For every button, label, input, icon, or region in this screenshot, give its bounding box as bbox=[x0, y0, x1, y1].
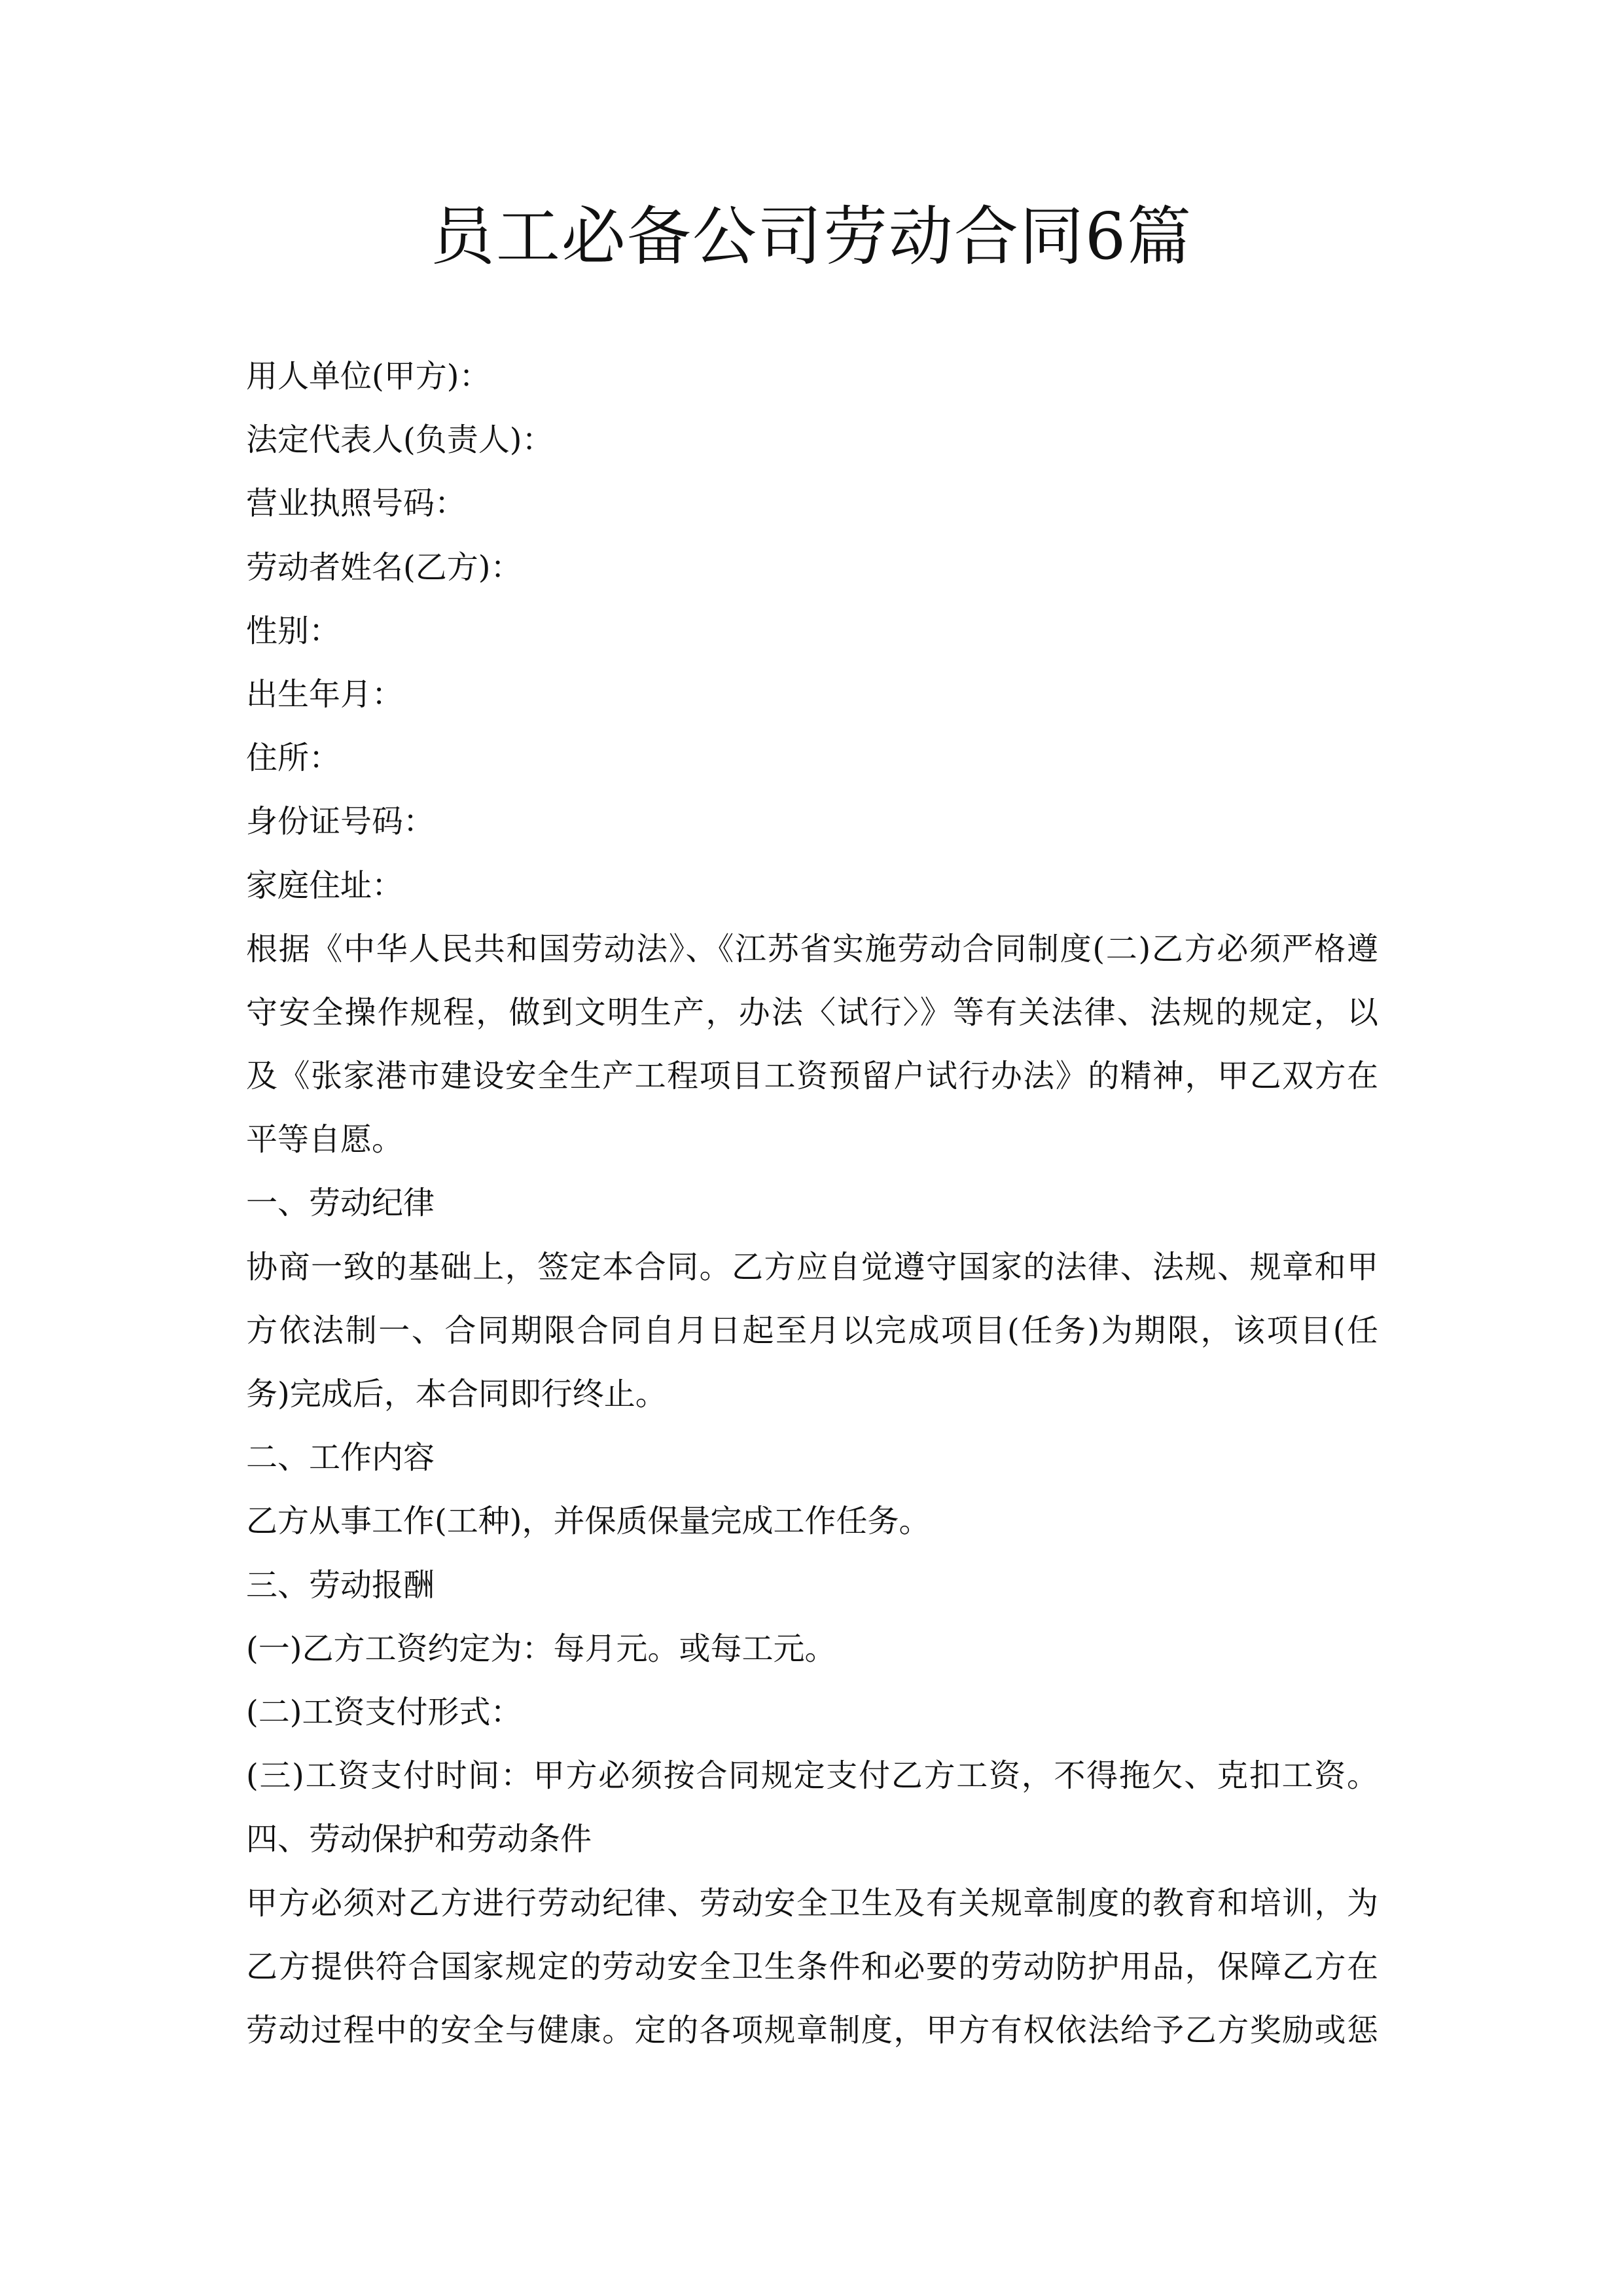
paragraph-line: (一)乙方工资约定为：每月元。或每工元。 bbox=[246, 1630, 836, 1667]
paragraph-line: (三)工资支付时间：甲方必须按合同规定支付乙方工资，不得拖欠、克扣工资。 bbox=[246, 1757, 1378, 1795]
section-heading: 一、劳动纪律 bbox=[246, 1185, 435, 1222]
paragraph-line: 务)完成后，本合同即行终止。 bbox=[246, 1376, 667, 1412]
field-home-address: 家庭住址： bbox=[246, 867, 404, 904]
paragraph-line: 及《张家港市建设安全生产工程项目工资预留户试行办法》的精神，甲乙双方在 bbox=[246, 1058, 1378, 1095]
paragraph-line: 根据《中华人民共和国劳动法》、《江苏省实施劳动合同制度(二)乙方必须严格遵 bbox=[246, 930, 1378, 967]
paragraph-line: 方依法制一、合同期限合同自月日起至月以完成项目(任务)为期限，该项目(任 bbox=[246, 1312, 1378, 1349]
section-heading: 二、工作内容 bbox=[246, 1439, 435, 1477]
section-heading: 三、劳动报酬 bbox=[246, 1566, 435, 1604]
paragraph-line: 乙方从事工作(工种)，并保质保量完成工作任务。 bbox=[246, 1503, 931, 1540]
field-business-license: 营业执照号码： bbox=[246, 485, 467, 522]
field-employee-name: 劳动者姓名(乙方)： bbox=[246, 548, 522, 586]
document-title: 员工必备公司劳动合同6篇 bbox=[430, 200, 1193, 274]
field-employer: 用人单位(甲方)： bbox=[246, 358, 491, 395]
paragraph-line: 守安全操作规程，做到文明生产，办法〈试行〉》等有关法律、法规的规定，以 bbox=[246, 994, 1378, 1031]
field-birth-date: 出生年月： bbox=[246, 675, 404, 713]
field-id-number: 身份证号码： bbox=[246, 803, 435, 840]
paragraph-line: 协商一致的基础上，签定本合同。乙方应自觉遵守国家的法律、法规、规章和甲 bbox=[246, 1248, 1378, 1285]
paragraph-line: 平等自愿。 bbox=[246, 1121, 404, 1158]
field-legal-representative: 法定代表人(负责人)： bbox=[246, 422, 554, 459]
section-heading: 四、劳动保护和劳动条件 bbox=[246, 1821, 592, 1858]
paragraph-line: (二)工资支付形式： bbox=[246, 1693, 522, 1731]
paragraph-line: 乙方提供符合国家规定的劳动安全卫生条件和必要的劳动防护用品，保障乙方在 bbox=[246, 1948, 1378, 1985]
field-gender: 性别： bbox=[246, 612, 341, 649]
field-residence: 住所： bbox=[246, 740, 341, 777]
paragraph-line: 劳动过程中的安全与健康。定的各项规章制度，甲方有权依法给予乙方奖励或惩 bbox=[246, 2011, 1378, 2049]
document-body bbox=[246, 345, 1378, 2062]
paragraph-line: 甲方必须对乙方进行劳动纪律、劳动安全卫生及有关规章制度的教育和培训，为 bbox=[246, 1884, 1378, 1922]
